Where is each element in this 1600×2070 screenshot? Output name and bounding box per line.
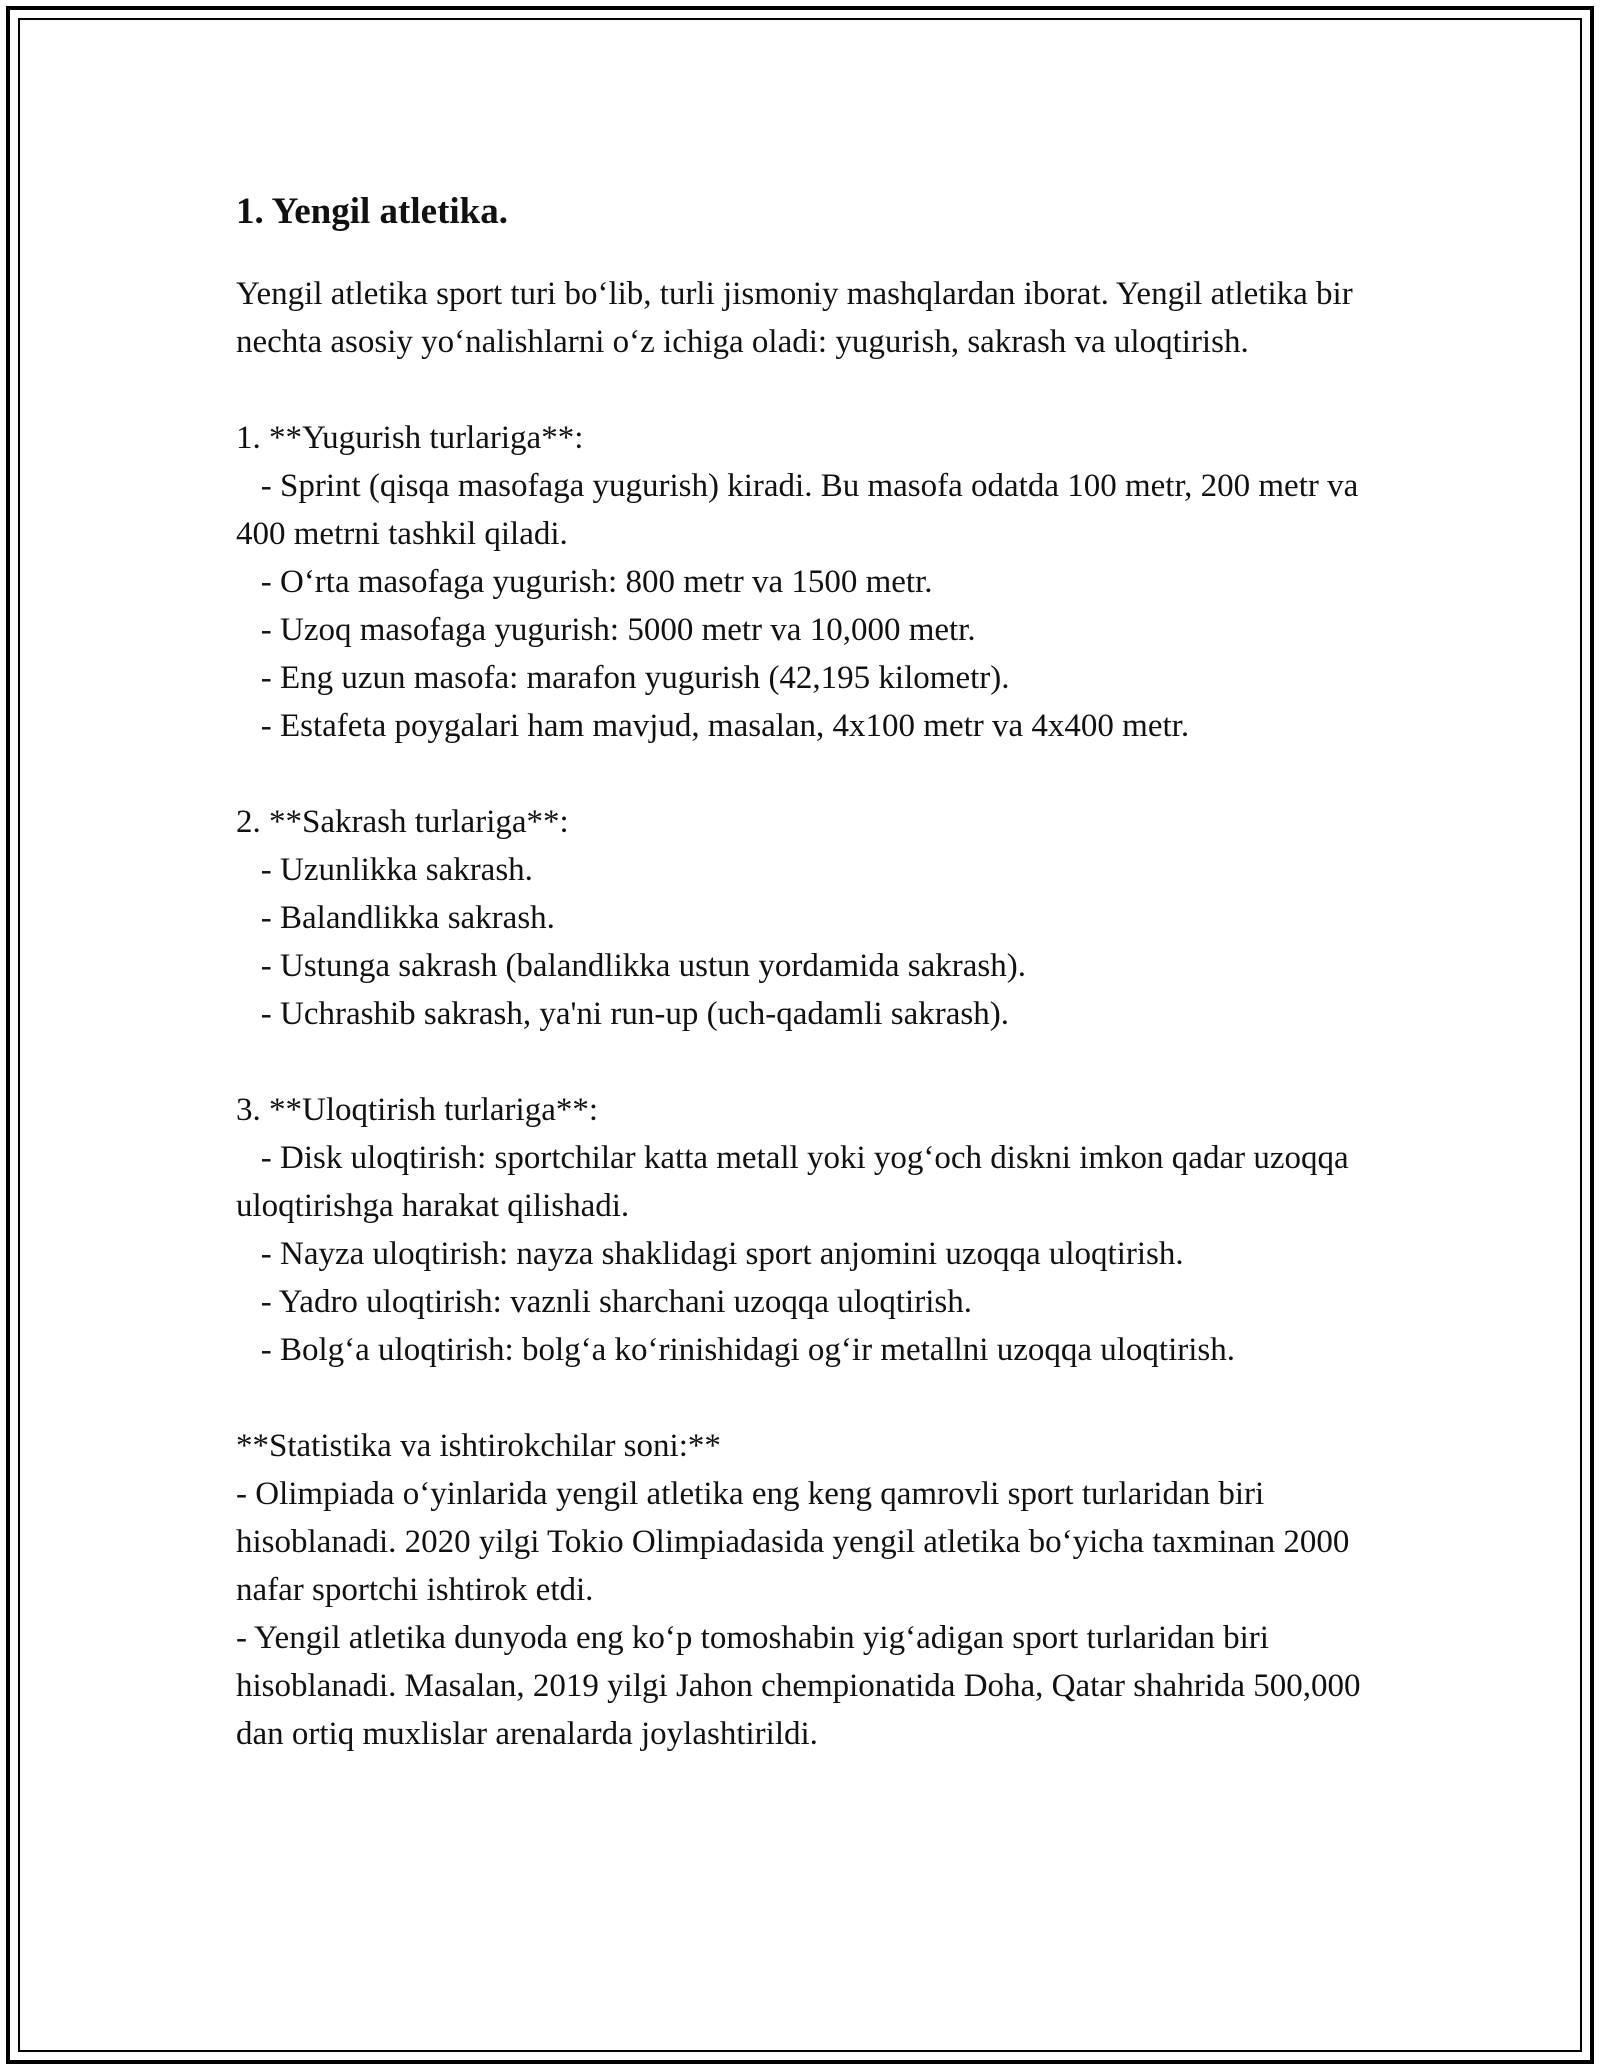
list-item: - Uzunlikka sakrash. xyxy=(236,852,533,888)
list-item: - Yadro uloqtirish: vaznli sharchani uzoqqa uloqtirish. xyxy=(236,1284,972,1320)
list-item: - Ustunga sakrash (balandlikka ustun yordamida sakrash). xyxy=(236,948,1026,984)
list-item: - Yengil atletika dunyoda eng ko‘p tomoshabin yig‘adigan sport turlaridan biri hisoblanadi. Masalan, 2019 yilgi Jahon chempionatida Doha, Qatar shahrida 500,000 dan ortiq muxlislar arenalarda joylashtirildi. xyxy=(236,1620,1369,1752)
section-heading: **Statistika va ishtirokchilar soni:** xyxy=(236,1428,721,1464)
list-item: - Uzoq masofaga yugurish: 5000 metr va 10,000 metr. xyxy=(236,612,976,648)
list-item: - Nayza uloqtirish: nayza shaklidagi sport anjomini uzoqqa uloqtirish. xyxy=(236,1236,1184,1272)
intro-paragraph: Yengil atletika sport turi bo‘lib, turli jismoniy mashqlardan iborat. Yengil atletika bir nechta asosiy yo‘nalishlarni o‘z ichiga oladi: yugurish, sakrash va uloqtirish. xyxy=(236,276,1361,360)
section-heading: 3. **Uloqtirish turlariga**: xyxy=(236,1092,599,1128)
spacer xyxy=(236,366,1376,414)
section-running xyxy=(236,414,1376,750)
section-heading: 1. **Yugurish turlariga**: xyxy=(236,420,584,456)
list-item: - Disk uloqtirish: sportchilar katta metall yoki yog‘och diskni imkon qadar uzoqqa uloqtirishga harakat qilishadi. xyxy=(236,1140,1357,1224)
document-title: 1. Yengil atletika. xyxy=(236,191,509,232)
list-item: - Estafeta poygalari ham mavjud, masalan, 4x100 metr va 4x400 metr. xyxy=(236,708,1190,744)
spacer xyxy=(236,750,1376,798)
list-item: - Uchrashib sakrash, ya'ni run-up (uch-qadamli sakrash). xyxy=(236,996,1009,1032)
section-throwing xyxy=(236,1086,1376,1374)
section-heading: 2. **Sakrash turlariga**: xyxy=(236,804,569,840)
list-item: - Sprint (qisqa masofaga yugurish) kiradi. Bu masofa odatda 100 metr, 200 metr va 400 metrni tashkil qiladi. xyxy=(236,468,1367,552)
spacer xyxy=(236,1038,1376,1086)
spacer xyxy=(236,1374,1376,1422)
list-item: - Olimpiada o‘yinlarida yengil atletika eng keng qamrovli sport turlaridan biri hisoblanadi. 2020 yilgi Tokio Olimpiadasida yengil atletika bo‘yicha taxminan 2000 nafar sportchi ishtirok etdi. xyxy=(236,1476,1358,1608)
document-body xyxy=(236,188,1376,1758)
section-jumping xyxy=(236,798,1376,1038)
list-item: - Eng uzun masofa: marafon yugurish (42,195 kilometr). xyxy=(236,660,1010,696)
section-statistics xyxy=(236,1422,1376,1758)
list-item: - Balandlikka sakrash. xyxy=(236,900,555,936)
list-item: - O‘rta masofaga yugurish: 800 metr va 1500 metr. xyxy=(236,564,933,600)
list-item: - Bolg‘a uloqtirish: bolg‘a ko‘rinishidagi og‘ir metallni uzoqqa uloqtirish. xyxy=(236,1332,1236,1368)
